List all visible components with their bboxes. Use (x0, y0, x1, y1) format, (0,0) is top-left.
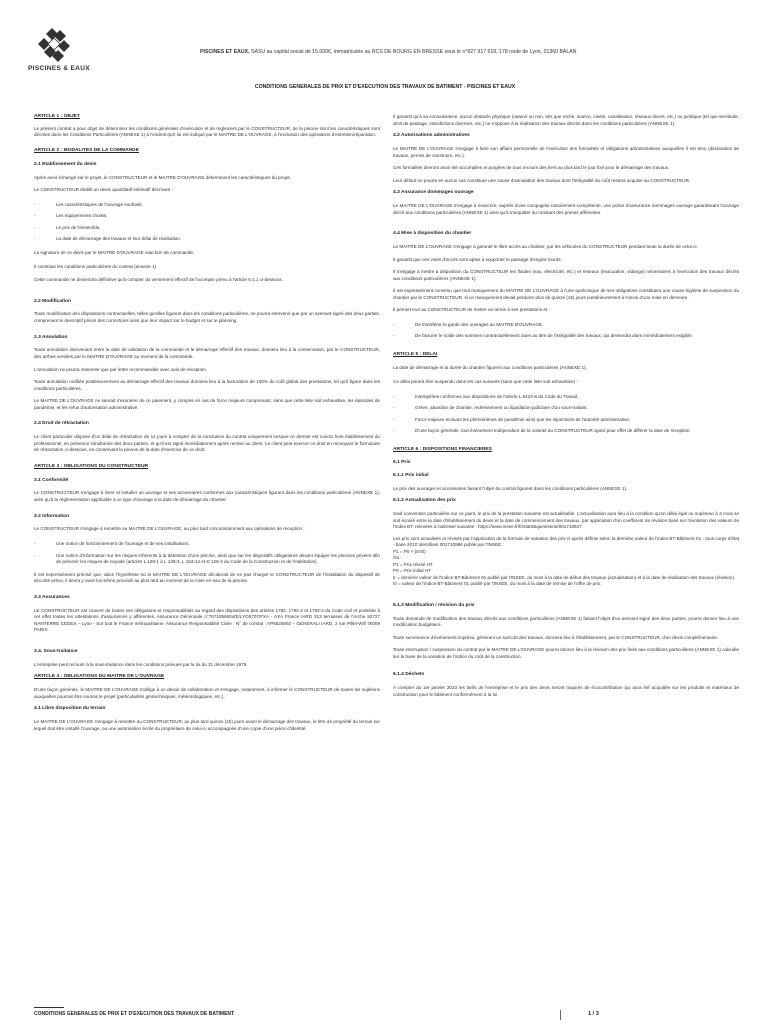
paragraph: Il garantit qu'à sa connaissance, aucun obstacle physique (naturel ou non, tels que roche, source, cavité, canalisation, réseaux divers, etc.) ou juridique (tel que servitude, droit de passage, interdictions diverses, etc.) ne s'oppose à la réalisation des travaux décrits dans les conditions particulières (ANNEXE 1). (393, 114, 739, 126)
paragraph: Leur défaut ne pourra en aucun cas constituer une cause d'annulation des travaux dont l'intégralité du coût restera acquise au CONSTRUCTEUR. (393, 177, 691, 183)
paragraph: LE CONSTRUCTEUR est couvert de toutes ses obligations et responsabilités au regard des dispositions des articles 1792, 1792-2 et 1792-3 du Code civil et possède à cet effet toutes les attestations d'assurances y afférentes. Assurance Décennale n°7671056604/E/LYO5707/FXA - AXA France IARD 313 terrasses de l'Arche 92727 NANTERRE CEDEX – Lyon - Sur tout le France métropolitaine. Assurance Responsabilité Civile : N° de contrat : AP8526992 – GENERALI IARD, 2 rue Pillet-Will 75009 PARIS (34, 607, 380, 633)
paragraph: D'une façon générale, le MAITRE DE L'OUVRAGE s'oblige à un devoir de collaboration et s'engage, notamment, à informer le CONSTRUCTEUR de toutes les sujétions auxquelles pourrait être soumis le projet (particularités géotechniques, météorologiques, etc.). (34, 687, 380, 699)
document-title: CONDITIONS GENERALES DE PRIX ET D'EXECUTION DES TRAVAUX DE BATIMENT - PISCINES ET EAUX (254, 84, 516, 90)
paragraph: Il garantit que ces voies d'accès sont aptes à supporter le passage d'engins lourds. (393, 256, 562, 262)
paragraph: L'annulation ne pourra intervenir que par lettre recommandée avec avis de réception. (34, 366, 207, 372)
section-heading: 2.3 Annulation (34, 334, 68, 340)
section-heading: 6.1.4 Déchets (393, 672, 425, 678)
paragraph: Le MAITRE DE L'OUVRAGE ne saurait s'exonérer de ce paiement, y compris en cas de force majeure comprenant, sans que cette liste soit exhaustive, les épisodes de pandémie, et les refus d'autorisation administrative. (34, 398, 380, 410)
paragraph: A compter du 1er janvier 2023 les tarifs de l'entreprise et le prix des devis seront majorés de écocontribution qui aura été acquittée sur les produits et matériaux de construction pour le bâtiment conformément à la loi (393, 685, 739, 697)
logo-text: PISCINES & EAUX (27, 65, 91, 72)
paragraph: Le MAITRE DE L'OUVRAGE s'engage à faire son affaire personnelle de l'exécution des formalités et obligations administratives auxquelles il est tenu (déclaration de travaux, permis de construire, etc.). (393, 145, 739, 158)
footer-title: CONDITIONS GENERALES DE PRIX ET D'EXECUTION DES TRAVAUX DE BATIMENT (34, 1011, 235, 1017)
paragraph: Cette commande ne deviendra définitive qu'à compter du versement effectif de l'acompte prévu à l'article 6.1.1 ci-dessous. (34, 277, 283, 283)
paragraph: Ces formalités devront avoir été accomplies et purgées de tous recours des tiers au plus tard le jour fixé pour le démarrage des travaux. (393, 165, 670, 171)
list-item: - La date de démarrage des travaux et leur délai de réalisation. (34, 236, 380, 243)
list-item: - Grève, abandon de chantier, redressement ou liquidation judiciaire d'un sous-traitant, (393, 405, 739, 412)
company-logo (24, 28, 94, 76)
paragraph: Il constitue les conditions particulières du contrat (annexe 1) (34, 263, 157, 269)
paragraph: Il est expressément précisé que, dans l'hypothèse où le MAITRE DE L'OUVRAGE déciderait de ne pas charger le CONSTRUCTEUR de l'installation du dispositif de sécurité prévu, il devra y avoir lui-même procédé au plus tard au moment de la mise en eau de la piscine. (34, 571, 380, 584)
list-item: - De facturer le solde des sommes contractuellement dues au titre de l'intégralité des travaux, qui deviendra alors immédiatement exigible. (393, 333, 739, 340)
list-item: - Le prix de l'ensemble, (34, 225, 380, 232)
right-column (393, 114, 739, 698)
paragraph: Toute survenance d'événement imprévu, générant un surcoût des travaux, donnera lieu à l'établissement, par le CONSTRUCTEUR, d'un devis complémentaire. (393, 634, 719, 640)
paragraph: Toute annulation intervenant entre la date de validation de la commande et le démarrage effectif des travaux, donnera lieu à la conservation, par le CONSTRUCTEUR, des arrhes versées par le MAITRE D'OUVRAGE au moment de la commande. (34, 347, 380, 359)
section-heading: ARTICLE 5 : DELAI (393, 351, 438, 357)
company-info (200, 49, 740, 56)
paragraph: Le CONSTRUCTEUR s'engage à remettre au MAITRE DE L'OUVRAGE, au plus tard concomitamment aux opérations de réception : (34, 526, 305, 532)
section-heading: 3.2 Information (34, 513, 70, 519)
paragraph: Le MAITRE DE L'OUVRAGE s'engage à garantir le libre accès au chantier, par les véhicules du CONSTRUCTEUR pendant toute la durée de celui-ci. (393, 243, 698, 249)
list-item: - D'une façon générale, tout événement indépendant de la volonté du CONSTRUCTEUR ayant pour effet de différer la date de réception. (393, 428, 739, 435)
paragraph: Ce délai pourra être suspendu dans les cas suivants (sans que cette liste soit exhaustive) : (393, 379, 578, 385)
section-heading: 2.2 Modification (34, 298, 71, 304)
paragraph: Le prix des ouvrages et accessoires faisant l'objet du contrat figurent dans les conditions particulières (ANNEXE 1). (393, 485, 628, 491)
paragraph: La signature de ce devis par le MAITRE D'OUVRAGE vaut bon de commande. (34, 249, 195, 255)
section-heading: 6.1 Prix (393, 459, 411, 465)
section-heading: 3.1 Conformité (34, 477, 69, 483)
paragraph: Toute demande de modification des travaux décrits aux conditions particulières (ANNEXE 1) faisant l'objet d'un avenant signé des deux parties, pourra donner lieu à une modification budgétaire. (393, 615, 739, 628)
section-heading: 6.1.2 Actualisation des prix (393, 498, 456, 504)
section-heading: 3.3 Assurances (34, 594, 70, 600)
paragraph: Le CONSTRUCTEUR s'engage à livrer et installer un ouvrage et ses accessoires conformes aux caractéristiques figurant dans les conditions particulières (ANNEXE 1), ainsi qu'à la réglementation applicable à ce type d'ouvrage à la date de démarrage du chantier. (34, 490, 380, 502)
section-heading: ARTICLE 1 : OBJET (34, 114, 80, 119)
section-heading: ARTICLE 6 : DISPOSITIONS FINANCIERES (393, 446, 492, 452)
company-details: SASU au capital social de 15.000€, immatriculée au RCS DE BOURG EN BRESSE sous le n°827 917 618, 178 route de Lyon, 01360 BALAN (249, 49, 577, 55)
paragraph: L'entreprise peut recourir à la sous-traitance dans les conditions prévues par la loi du 31 décembre 1975. (34, 661, 248, 667)
paragraph: Toute annulation notifiée postérieurement au démarrage effectif des travaux donnera lieu à la facturation de 100% du coût global des prestations, tel qu'il figure dans les conditions particulières. (34, 379, 380, 391)
paragraph: Le présent contrat a pour objet de déterminer les conditions générales d'exécution et de règlement par le CONSTRUCTEUR, de la piscine dont les caractéristiques sont décrites dans les Conditions Particulières (ANNEXE 1) à l'endroit qu'il lui est indiqué par le MAITRE DE L'OUVRAGE, à l'exclusion des opérations d'entretien/réparation. (34, 125, 380, 138)
paragraph: La date de démarrage et la durée du chantier figurent aux conditions particulières (ANNEXE 1). (393, 364, 587, 370)
paragraph: Le MAITRE DE L'OUVRAGE s'engage à souscrire, auprès d'une compagnie notoirement compétente, une police d'assurance dommages ouvrage garantissant l'ouvrage décrit aux conditions particulières (ANNEXE 1) ainsi qu'à s'acquitter du montant des primes afférentes. (393, 203, 739, 215)
section-heading: 4.4 Mise à disposition du chantier (393, 231, 472, 237)
section-heading: 2.4 Droit de rétractation (34, 421, 89, 427)
section-heading: 2.1 Etablissement du devis (34, 161, 97, 167)
list-item: - Force majeure incluant les phénomènes de pandémie ainsi que les injonctions de l'autorité administrative, (393, 417, 739, 424)
section-heading: ARTICLE 4 : OBLIGATIONS DU MAITRE DE L'OUVRAGE (34, 674, 165, 680)
paragraph: Il est expressément convenu que tout manquement du MAITRE DE L'OUVRAGE à l'une quelconque de ses obligations constituera une cause légitime de suspension du chantier par le CONSTRUCTEUR, si ce manquement devait perdurer plus de quinze (15) jours postérieurement à l'envoi d'une mise en demeure. (393, 288, 739, 300)
footer-separator (34, 1007, 64, 1008)
paragraph: Le client particulier dispose d'un délai de rétractation de 14 jours à compter de la conclusion du contrat uniquement lorsque ce dernier est conclu hors établissement du professionnel, en présence simultanée des deux parties, et qu'il est signé immédiatement après remise au client. Le client peut exercer ce droit en renvoyant le formulaire de rétractation ci-dessous, en conservant la preuve de la date d'exercice de ce droit. (34, 434, 380, 453)
left-column (34, 114, 380, 732)
paragraph: Après avoir échangé sur le projet, le CONSTRUCTEUR et le MAITRE D'OUVRAGE déterminent les caractéristiques du projet. (34, 174, 291, 180)
section-heading: 4.2 Autorisations administratives (393, 133, 470, 139)
paragraph: Le MAITRE DE L'OUVRAGE s'engage à remettre au CONSTRUCTEUR, au plus tard quinze (15) jours avant le démarrage des travaux, le titre de propriété du terrain sur lequel doit être installé l'ouvrage, ou une autorisation écrite du propriétaire de celui-ci accompagnée d'une copie d'une pièce d'identité. (34, 718, 380, 731)
company-name: PISCINES ET EAUX, (200, 49, 250, 55)
footer-divider (560, 1010, 561, 1020)
paragraph: Toute modification des dispositions contractuelles, telles qu'elles figurent dans les conditions particulières, ne pourra intervenir que par un avenant signé des deux parties, comprenant le descriptif précis des corrections ainsi que leur impact sur le budget et sur le planning. (34, 311, 380, 323)
page-number: 1 / 3 (588, 1011, 599, 1017)
section-heading: 6.1.3 Modification / révision du prix (393, 602, 475, 608)
list-item: - Une notice de fonctionnement de l'ouvrage et de ses installations, (34, 541, 380, 548)
paragraph: Sauf convention particulière sur ce point, le prix de la prestation suivante est actualisable. L'actualisation aura lieu à la condition qu'un délai égal ou supérieur à 3 mois se soit écoulé entre la date d'établissement du devis et la date de commencement des travaux, par application d'un coefficient de révision basé sur l'évolution des valeurs de l'index BT, relevées à l'adresse suivante : https://www.insee.fr/fr/statistiques/serie/001710847. (393, 511, 739, 530)
section-heading: 6.1.1 Prix initial (393, 472, 429, 478)
section-heading: 4.3 Assurance dommages ouvrage (393, 190, 474, 196)
list-item: - Les caractéristiques de l'ouvrage souhaité, (34, 202, 380, 209)
paragraph: Il s'engage à mettre à disposition du CONSTRUCTEUR les fluides (eau, électricité, etc.) et réseaux (évacuation, vidange) nécessaires à l'exécution des travaux décrits aux conditions particulières (ANNEXE 1). (393, 269, 739, 281)
paragraph: Les prix sont actualisés et révisés par l'application de la formule de variation des prix ci-après définie selon la dernière valeur de l'index BT-Bâtiment 01 - tous corps d'état - base 2010 Identifiant 001710986 publié par l'INSEE : P1 = P0 × (Ir/I0) Où : P1 = Prix révisé HT P0 = Prix initial HT Ir = dernière valeur de l'indice BT-Bâtiment 01 publié par l'INSEE, du mois à la date de début des travaux (actualisation) et à la date de réalisation des travaux (révision). I0 = valeur de l'indice BT-Bâtiment 01 publié par l'INSEE, du mois à la date de remise de l'offre de prix. (393, 535, 739, 587)
section-heading: ARTICLE 3 : OBLIGATIONS DU CONSTRUCTEUR (34, 463, 149, 469)
section-heading: 3.4. Sous-traitance (34, 648, 78, 654)
list-item: - Les équipements choisis, (34, 213, 380, 220)
list-item: - Une notice d'information sur les risques inhérents à la détention d'une piscine, ainsi que sur les dispositifs obligatoires devant équiper les piscines privées afin de prévenir les risques de noyade (articles L 128-1 à L 128-3, L 153-12 et D 128-4 du Code de la Construction et de l'Habitation). (34, 553, 380, 566)
paragraph: Le CONSTRUCTEUR établit un devis quantitatif estimatif décrivant : (34, 187, 173, 193)
paragraph: Il permet tout au CONSTRUCTEUR de mettre un terme à ses prestations et : (393, 307, 550, 313)
list-item: - Intempéries conformes aux dispositions de l'article L.5424-8 du Code du Travail, (393, 394, 739, 401)
logo-mark-icon (38, 28, 74, 62)
section-heading: 4.1 Libre disposition du terrain (34, 706, 106, 712)
paragraph: Toute interruption / suspension du contrat par le MAITRE DE L'OUVRAGE pourra donner lieu à la révision des prix fixés aux conditions particulières (ANNEXE 1) calculée sur la base de la variation de l'indice du coût de la construction. (393, 647, 739, 659)
list-item: - De transférer la garde des ouvrages au MAITRE D'OUVRAGE, (393, 322, 739, 329)
section-heading: ARTICLE 2 : MODALITES DE LA COMMANDE (34, 147, 139, 153)
